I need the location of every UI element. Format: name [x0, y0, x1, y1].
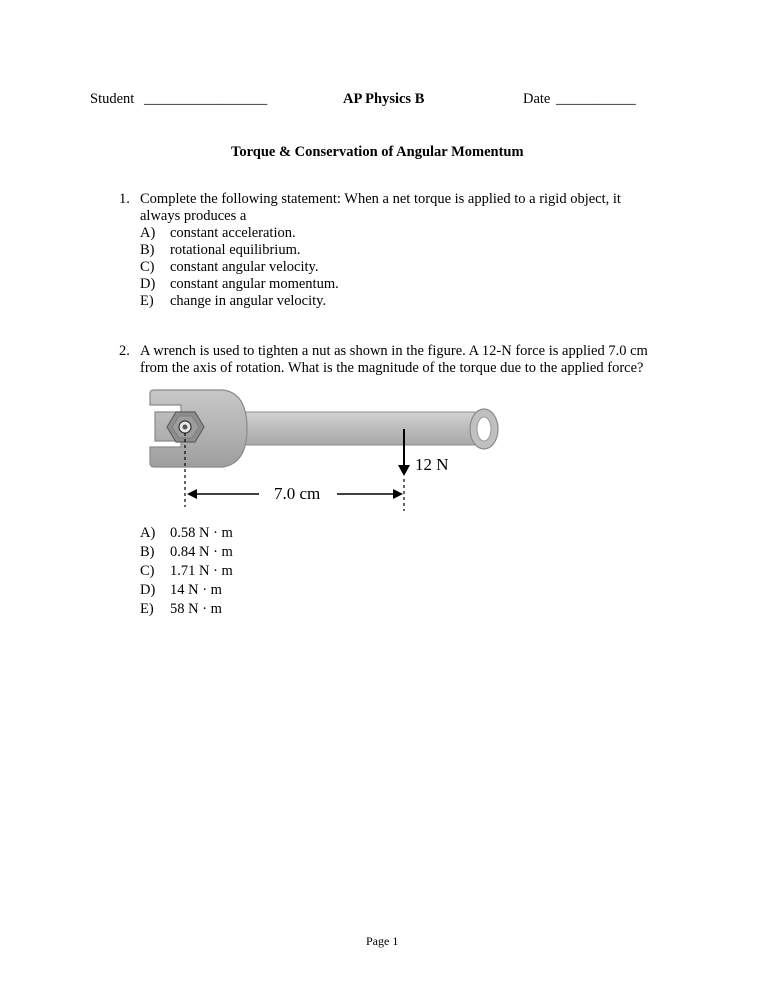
- option-letter: E): [140, 293, 154, 309]
- student-field: [90, 91, 267, 108]
- option-text: 58 N · m: [170, 601, 222, 617]
- option-text: constant angular momentum.: [170, 276, 339, 292]
- option-text: change in angular velocity.: [170, 293, 327, 309]
- answer-option-c: [140, 259, 318, 276]
- answer-option-b: [140, 242, 300, 259]
- question-stem-line: always produces a: [140, 208, 247, 224]
- question-stem-line: from the axis of rotation. What is the magnitude of the torque due to the applied force?: [140, 360, 644, 376]
- option-letter: C): [140, 259, 155, 275]
- page-number: Page 1: [366, 934, 399, 948]
- option-letter: D): [140, 276, 156, 292]
- distance-arrow-left: [187, 489, 197, 499]
- answer-option-b: [140, 544, 233, 561]
- option-letter: A): [140, 225, 156, 241]
- answer-option-e: [140, 601, 222, 618]
- wrench-illustration: [145, 385, 505, 520]
- question-number: 1.: [119, 191, 130, 207]
- distance-label: 7.0 cm: [274, 484, 321, 503]
- option-letter: A): [140, 525, 156, 541]
- option-text: constant angular velocity.: [170, 259, 319, 275]
- answer-option-d: [140, 276, 339, 293]
- option-text: 0.84 N · m: [170, 544, 233, 560]
- student-label: Student: [90, 91, 135, 107]
- question-stem-line: Complete the following statement: When a net torque is applied to a rigid object, it: [140, 191, 621, 207]
- answer-option-d: [140, 582, 222, 599]
- date-label: Date: [523, 91, 551, 107]
- question-stem-line: A wrench is used to tighten a nut as shown in the figure. A 12-N force is applied 7.0 cm: [140, 343, 648, 359]
- option-letter: B): [140, 242, 155, 258]
- answer-option-a: [140, 525, 233, 542]
- option-letter: E): [140, 601, 154, 617]
- option-letter: C): [140, 563, 155, 579]
- wrench-handle: [243, 412, 490, 445]
- option-text: 14 N · m: [170, 582, 222, 598]
- force-label: 12 N: [415, 455, 449, 474]
- option-text: 0.58 N · m: [170, 525, 233, 541]
- distance-arrow-right: [393, 489, 403, 499]
- option-text: rotational equilibrium.: [170, 242, 301, 258]
- option-text: constant acceleration.: [170, 225, 296, 241]
- wrench-figure: [145, 385, 505, 525]
- wrench-end-hole: [477, 417, 491, 441]
- force-arrow-head: [398, 465, 410, 476]
- answer-option-c: [140, 563, 233, 580]
- date-blank: ___________: [556, 91, 636, 107]
- answer-option-e: [140, 293, 326, 310]
- date-field: [523, 91, 636, 108]
- answer-option-a: [140, 225, 296, 242]
- question-number: 2.: [119, 343, 130, 359]
- option-letter: D): [140, 582, 156, 598]
- document-title: Torque & Conservation of Angular Momentum: [231, 144, 524, 160]
- option-text: 1.71 N · m: [170, 563, 233, 579]
- option-letter: B): [140, 544, 155, 560]
- student-blank: _________________: [143, 91, 268, 107]
- course-name: AP Physics B: [343, 91, 425, 107]
